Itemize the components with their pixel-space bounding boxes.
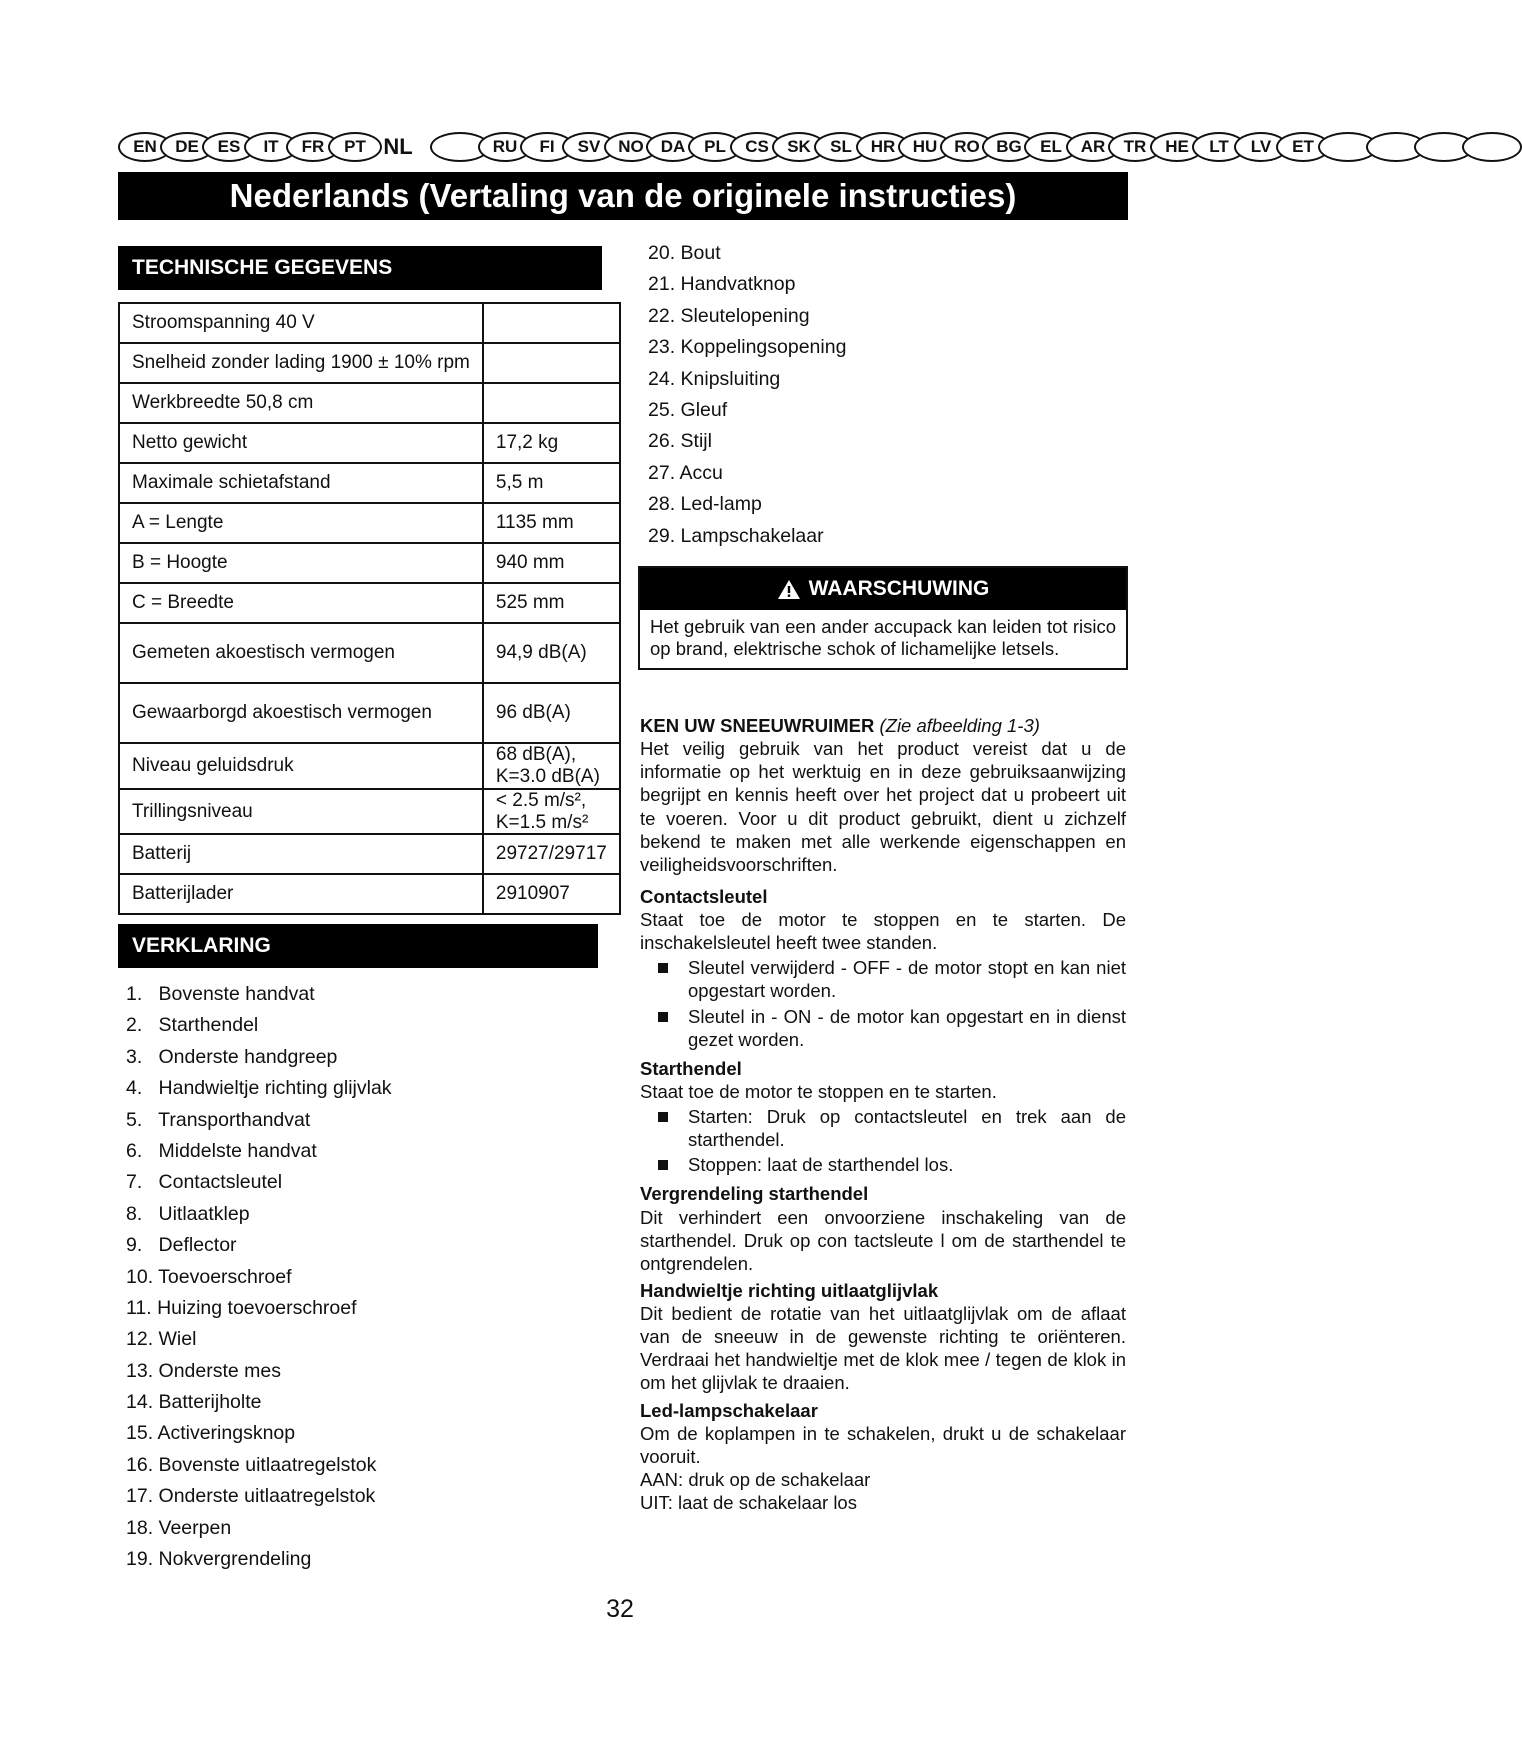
legend-item: 7. Contactsleutel — [126, 1171, 283, 1194]
list-item — [658, 956, 1126, 1002]
language-tab-pt: PT — [328, 132, 382, 162]
language-tab-ar: AR — [1066, 132, 1120, 162]
legend-item: 25. Gleuf — [648, 398, 728, 421]
legend-item: 26. Stijl — [648, 430, 712, 453]
legend-item: 6. Middelste handvat — [126, 1139, 317, 1162]
legend-item: 15. Activeringsknop — [126, 1422, 296, 1445]
legend-item: 21. Handvatknop — [648, 273, 796, 296]
spec-value: 5,5 m — [483, 463, 620, 503]
legend-item: 13. Onderste mes — [126, 1359, 281, 1382]
led-on-text: AAN: druk op de schakelaar — [640, 1468, 871, 1490]
legend-item: 14. Batterijholte — [126, 1391, 262, 1414]
language-tab-hu: HU — [898, 132, 952, 162]
spec-label: Netto gewicht — [119, 423, 483, 463]
legend-item: 11. Huizing toevoerschroef — [126, 1296, 357, 1319]
spec-value: 29727/29717 — [483, 834, 620, 874]
know-your-machine — [640, 714, 1126, 1514]
language-tab-de: DE — [160, 132, 214, 162]
legend-item: 5. Transporthandvat — [126, 1108, 311, 1131]
spec-value — [483, 303, 620, 343]
legend-item: 18. Veerpen — [126, 1516, 232, 1539]
start-title: Starthendel — [640, 1057, 742, 1079]
wheel-title: Handwieltje richting uitlaatglijvlak — [640, 1279, 939, 1301]
table-row — [119, 623, 620, 683]
contact-title: Contactsleutel — [640, 885, 768, 907]
spec-value — [483, 383, 620, 423]
legend-item: 23. Koppelingsopening — [648, 336, 847, 359]
language-tab-it: IT — [244, 132, 298, 162]
table-row — [119, 463, 620, 503]
spec-label: Niveau geluidsdruk — [119, 743, 483, 789]
spec-value: 525 mm — [483, 583, 620, 623]
list-item — [658, 1105, 1126, 1151]
spec-value: 17,2 kg — [483, 423, 620, 463]
legend-heading: VERKLARING — [118, 924, 598, 968]
tech-table — [118, 302, 621, 915]
table-row — [119, 834, 620, 874]
legend-list-left — [126, 979, 392, 1575]
legend-item: 3. Onderste handgreep — [126, 1045, 338, 1068]
language-tab-he: HE — [1150, 132, 1204, 162]
warning-header — [640, 568, 1126, 610]
bullet-text: Starten: Druk op contactsleutel en trek aan de starthendel. — [688, 1106, 1126, 1151]
page-number: 32 — [606, 1595, 634, 1623]
bullet-text: Sleutel in - ON - de motor kan opgestart en in dienst gezet worden. — [688, 1005, 1126, 1050]
legend-item: 22. Sleutelopening — [648, 304, 810, 327]
legend-item: 19. Nokvergrendeling — [126, 1548, 312, 1571]
legend-item: 27. Accu — [648, 461, 723, 484]
contact-text: Staat toe de motor te stoppen en te starten. De inschakelsleutel heeft twee standen. — [640, 909, 1126, 954]
table-row — [119, 789, 620, 835]
spec-label: Stroomspanning 40 V — [119, 303, 483, 343]
bullet-square-icon — [658, 963, 668, 973]
legend-item: 4. Handwieltje richting glijvlak — [126, 1077, 392, 1100]
language-tab-sv: SV — [562, 132, 616, 162]
legend-item: 9. Deflector — [126, 1234, 237, 1257]
legend-item: 24. Knipsluiting — [648, 367, 781, 390]
know-heading — [640, 714, 1126, 737]
list-item — [658, 1005, 1126, 1051]
language-tab-cs: CS — [730, 132, 784, 162]
language-tab-es: ES — [202, 132, 256, 162]
spec-value: 940 mm — [483, 543, 620, 583]
know-heading-text: KEN UW SNEEUWRUIMER — [640, 715, 875, 736]
language-tab-en: EN — [118, 132, 172, 162]
bullet-text: Stoppen: laat de starthendel los. — [688, 1154, 954, 1176]
table-row — [119, 583, 620, 623]
legend-item: 12. Wiel — [126, 1328, 197, 1351]
legend-item: 8. Uitlaatklep — [126, 1202, 250, 1225]
wheel-text: Dit bedient de rotatie van het uitlaatglijvlak om de aflaat van de sneeuw in de gewenste richting te oriënteren. Verdraai het handwieltje met de klok mee / tegen de klok in om het glijvlak te draaien. — [640, 1303, 1126, 1394]
table-row — [119, 503, 620, 543]
warning-box — [638, 566, 1128, 670]
start-text: Staat toe de motor te stoppen en te starten. — [640, 1080, 997, 1102]
language-tab-et: ET — [1276, 132, 1330, 162]
legend-item: 17. Onderste uitlaatregelstok — [126, 1485, 376, 1508]
spec-value: 68 dB(A), K=3.0 dB(A) — [483, 743, 620, 789]
tech-heading: TECHNISCHE GEGEVENS — [118, 246, 602, 290]
lock-text: Dit verhindert een onvoorziene inschakeling van de starthendel. Druk op con tactsleute l om de starthendel te ontgrendelen. — [640, 1206, 1126, 1274]
spec-label: C = Breedte — [119, 583, 483, 623]
table-row — [119, 543, 620, 583]
led-text: Om de koplampen in te schakelen, drukt u de schakelaar vooruit. — [640, 1422, 1126, 1467]
legend-item: 2. Starthendel — [126, 1014, 259, 1037]
spec-value: 2910907 — [483, 874, 620, 914]
table-row — [119, 423, 620, 463]
language-tab-da: DA — [646, 132, 700, 162]
language-tab-no: NO — [604, 132, 658, 162]
know-heading-ref: (Zie afbeelding 1-3) — [879, 715, 1040, 736]
legend-item: 1. Bovenste handvat — [126, 983, 315, 1005]
legend-item: 20. Bout — [648, 242, 721, 264]
spec-label: A = Lengte — [119, 503, 483, 543]
spec-label: Werkbreedte 50,8 cm — [119, 383, 483, 423]
bullet-text: Sleutel verwijderd - OFF - de motor stopt en kan niet opgestart worden. — [688, 957, 1126, 1002]
warning-text: Het gebruik van een ander accupack kan leiden tot risico op brand, elektrische schok of lichamelijke letsels. — [650, 616, 1116, 660]
lock-title: Vergrendeling starthendel — [640, 1183, 869, 1205]
spec-label: Gemeten akoestisch vermogen — [119, 623, 483, 683]
language-tab-bg: BG — [982, 132, 1036, 162]
spec-label: Gewaarborgd akoestisch vermogen — [119, 683, 483, 743]
bullet-square-icon — [658, 1160, 668, 1170]
bullet-square-icon — [658, 1012, 668, 1022]
table-row — [119, 343, 620, 383]
spec-value: 94,9 dB(A) — [483, 623, 620, 683]
spec-label: Batterij — [119, 834, 483, 874]
led-off-text: UIT: laat de schakelaar los — [640, 1492, 857, 1513]
legend-list-right — [648, 238, 846, 552]
language-tab-hr: HR — [856, 132, 910, 162]
list-item — [658, 1153, 1126, 1176]
warning-title: WAARSCHUWING — [808, 577, 990, 600]
table-row — [119, 303, 620, 343]
spec-label: Maximale schietafstand — [119, 463, 483, 503]
led-title: Led-lampschakelaar — [640, 1399, 818, 1421]
language-tab-lv: LV — [1234, 132, 1288, 162]
spec-label: Trillingsniveau — [119, 789, 483, 835]
language-tabs — [118, 130, 1314, 164]
bullet-square-icon — [658, 1112, 668, 1122]
spec-value: 96 dB(A) — [483, 683, 620, 743]
legend-item: 16. Bovenste uitlaatregelstok — [126, 1453, 377, 1476]
language-tab-fi: FI — [520, 132, 574, 162]
language-tab-sk: SK — [772, 132, 826, 162]
language-tab-fr: FR — [286, 132, 340, 162]
language-tab-lt: LT — [1192, 132, 1246, 162]
legend-item: 29. Lampschakelaar — [648, 524, 824, 547]
spec-value: 1135 mm — [483, 503, 620, 543]
language-tab-nl: NL — [383, 134, 413, 159]
spec-label: Snelheid zonder lading 1900 ± 10% rpm — [119, 343, 483, 383]
table-row — [119, 683, 620, 743]
page-title: Nederlands (Vertaling van de originele instructies) — [118, 172, 1128, 220]
legend-item: 28. Led-lamp — [648, 493, 762, 516]
language-tab-tr: TR — [1108, 132, 1162, 162]
spec-value: < 2.5 m/s², K=1.5 m/s² — [483, 789, 620, 835]
spec-label: B = Hoogte — [119, 543, 483, 583]
know-intro: Het veilig gebruik van het product vereist dat u de informatie op het werktuig en in deze gebruiksaanwijzing begrijpt en kennis heeft over het project dat u probeert uit te voeren. Voor u dit product gebruikt, dient u zichzelf bekend te maken met alle werkende eigenschappen en veiligheidsvoorschriften. — [640, 738, 1126, 875]
language-tab-ru: RU — [478, 132, 532, 162]
language-tab-ro: RO — [940, 132, 994, 162]
language-tab-pl: PL — [688, 132, 742, 162]
table-row — [119, 383, 620, 423]
table-row — [119, 874, 620, 914]
language-tab-sl: SL — [814, 132, 868, 162]
warning-triangle-icon — [777, 579, 801, 600]
language-tab-el: EL — [1024, 132, 1078, 162]
table-row — [119, 743, 620, 789]
spec-label: Batterijlader — [119, 874, 483, 914]
spec-value — [483, 343, 620, 383]
language-tab-empty — [1462, 132, 1522, 162]
legend-item: 10. Toevoerschroef — [126, 1265, 292, 1288]
